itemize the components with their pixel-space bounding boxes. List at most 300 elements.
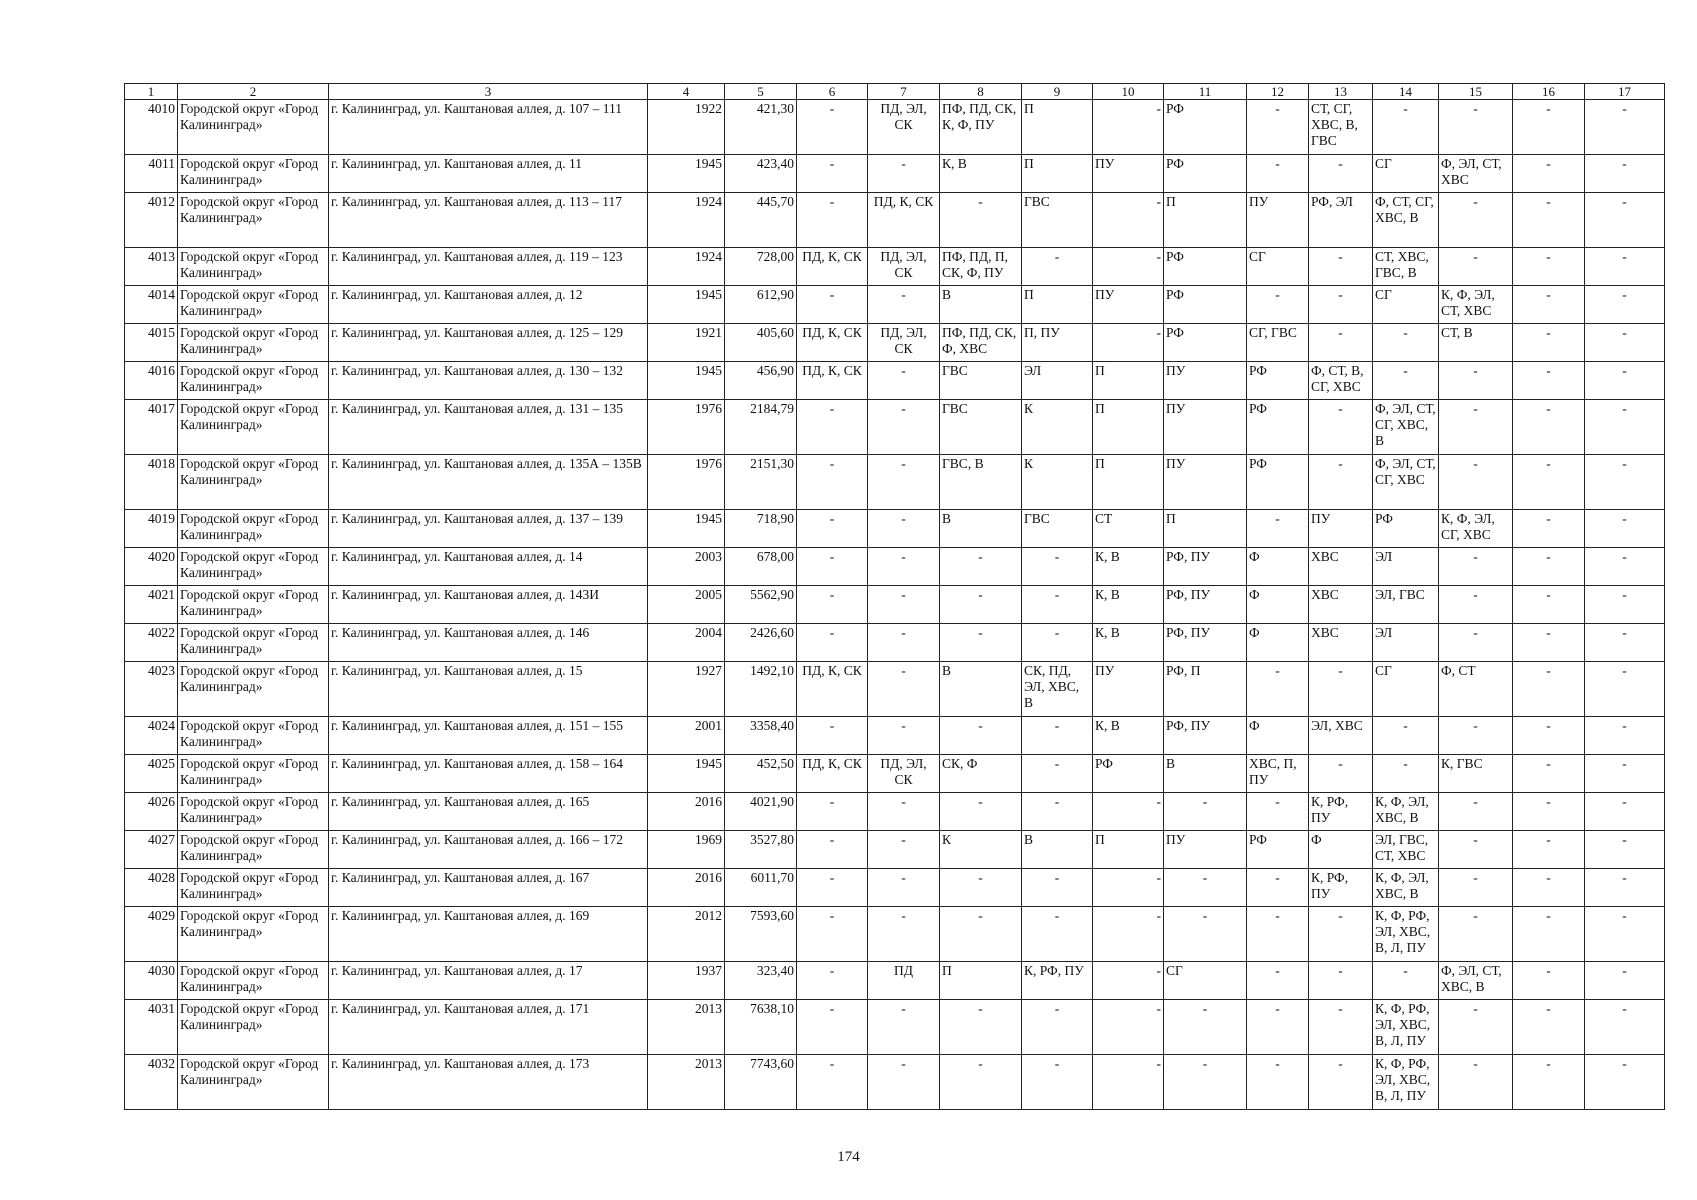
- table-row: [125, 662, 1665, 717]
- table-cell: ПУ: [1164, 400, 1247, 455]
- table-cell: К, Ф, РФ, ЭЛ, ХВС, В, Л, ПУ: [1373, 1055, 1439, 1110]
- table-cell: ПД: [868, 962, 940, 1000]
- table-cell: -: [1309, 907, 1373, 962]
- table-cell: -: [1164, 1000, 1247, 1055]
- table-cell: -: [940, 717, 1022, 755]
- table-cell: К, В: [1093, 624, 1164, 662]
- table-row: [125, 100, 1665, 155]
- table-cell: 2151,30: [725, 455, 797, 510]
- table-cell: ЭЛ: [1373, 624, 1439, 662]
- table-cell: Городской округ «Город Калининград»: [178, 1000, 329, 1055]
- table-row: [125, 831, 1665, 869]
- table-cell: г. Калининград, ул. Каштановая аллея, д. 11: [329, 155, 648, 193]
- table-cell: -: [1585, 548, 1665, 586]
- table-cell: -: [1585, 362, 1665, 400]
- table-cell: -: [1164, 869, 1247, 907]
- table-cell: -: [1585, 624, 1665, 662]
- table-cell: -: [1513, 831, 1585, 869]
- table-cell: -: [1585, 793, 1665, 831]
- table-cell: 421,30: [725, 100, 797, 155]
- table-cell: СТ, ХВС, ГВС, В: [1373, 248, 1439, 286]
- column-header: 6: [797, 84, 868, 100]
- table-cell: В: [1164, 755, 1247, 793]
- table-cell: ПУ: [1164, 455, 1247, 510]
- table-cell: ПД, К, СК: [797, 248, 868, 286]
- table-cell: К: [940, 831, 1022, 869]
- table-cell: -: [1439, 717, 1513, 755]
- table-cell: -: [1164, 793, 1247, 831]
- table-cell: -: [797, 869, 868, 907]
- table-cell: -: [1373, 962, 1439, 1000]
- table-cell: К: [1022, 455, 1093, 510]
- table-cell: -: [797, 586, 868, 624]
- table-cell: -: [1247, 962, 1309, 1000]
- table-cell: -: [1585, 831, 1665, 869]
- table-cell: г. Калининград, ул. Каштановая аллея, д. 166 – 172: [329, 831, 648, 869]
- table-cell: -: [797, 455, 868, 510]
- table-cell: -: [1373, 324, 1439, 362]
- table-cell: г. Калининград, ул. Каштановая аллея, д. 143И: [329, 586, 648, 624]
- table-cell: ХВС: [1309, 586, 1373, 624]
- table-cell: -: [797, 624, 868, 662]
- table-cell: К, Ф, РФ, ЭЛ, ХВС, В, Л, ПУ: [1373, 1000, 1439, 1055]
- table-cell: В: [1022, 831, 1093, 869]
- table-cell: -: [797, 793, 868, 831]
- row-number: 4020: [125, 548, 178, 586]
- table-cell: -: [1585, 286, 1665, 324]
- table-cell: -: [1439, 400, 1513, 455]
- table-cell: Городской округ «Город Калининград»: [178, 510, 329, 548]
- table-cell: 423,40: [725, 155, 797, 193]
- table-cell: -: [1439, 793, 1513, 831]
- table-cell: -: [1513, 510, 1585, 548]
- table-cell: К, Ф, ЭЛ, ХВС, В: [1373, 793, 1439, 831]
- table-cell: Городской округ «Город Калининград»: [178, 193, 329, 248]
- table-cell: ХВС: [1309, 624, 1373, 662]
- table-cell: ПУ: [1164, 831, 1247, 869]
- table-cell: -: [940, 624, 1022, 662]
- table-cell: -: [1164, 907, 1247, 962]
- table-row: [125, 510, 1665, 548]
- table-cell: 2003: [648, 548, 725, 586]
- table-cell: РФ, ЭЛ: [1309, 193, 1373, 248]
- table-cell: Городской округ «Город Калининград»: [178, 869, 329, 907]
- table-cell: ГВС: [940, 362, 1022, 400]
- table-cell: 2004: [648, 624, 725, 662]
- table-cell: РФ, ПУ: [1164, 586, 1247, 624]
- table-cell: -: [1513, 455, 1585, 510]
- table-cell: РФ: [1373, 510, 1439, 548]
- table-cell: -: [1585, 155, 1665, 193]
- table-cell: РФ, П: [1164, 662, 1247, 717]
- column-header: 14: [1373, 84, 1439, 100]
- column-header: 10: [1093, 84, 1164, 100]
- table-cell: Ф: [1309, 831, 1373, 869]
- table-cell: -: [1439, 624, 1513, 662]
- table-cell: -: [868, 400, 940, 455]
- table-cell: -: [1093, 193, 1164, 248]
- table-cell: -: [1309, 324, 1373, 362]
- table-cell: 7638,10: [725, 1000, 797, 1055]
- table-header-row: [125, 84, 1665, 100]
- table-cell: 456,90: [725, 362, 797, 400]
- table-cell: 2013: [648, 1055, 725, 1110]
- table-cell: -: [797, 1055, 868, 1110]
- table-cell: -: [940, 793, 1022, 831]
- table-cell: -: [1513, 286, 1585, 324]
- table-cell: ПУ: [1093, 155, 1164, 193]
- table-cell: 728,00: [725, 248, 797, 286]
- table-cell: -: [868, 907, 940, 962]
- table-cell: К, Ф, ЭЛ, ХВС, В: [1373, 869, 1439, 907]
- table-cell: -: [868, 831, 940, 869]
- column-header: 8: [940, 84, 1022, 100]
- row-number: 4015: [125, 324, 178, 362]
- table-cell: -: [1439, 100, 1513, 155]
- table-cell: Городской округ «Город Калининград»: [178, 286, 329, 324]
- table-cell: -: [1093, 1000, 1164, 1055]
- table-cell: 445,70: [725, 193, 797, 248]
- table-cell: -: [1513, 100, 1585, 155]
- column-header: 16: [1513, 84, 1585, 100]
- table-cell: -: [1309, 1000, 1373, 1055]
- table-cell: ПД, ЭЛ, СК: [868, 755, 940, 793]
- table-cell: П: [1164, 193, 1247, 248]
- table-cell: СГ: [1247, 248, 1309, 286]
- table-cell: РФ: [1164, 248, 1247, 286]
- row-number: 4012: [125, 193, 178, 248]
- table-cell: Ф: [1247, 548, 1309, 586]
- table-cell: ПД, К, СК: [797, 324, 868, 362]
- table-cell: г. Калининград, ул. Каштановая аллея, д. 137 – 139: [329, 510, 648, 548]
- table-cell: -: [1439, 831, 1513, 869]
- table-cell: РФ: [1247, 455, 1309, 510]
- table-cell: 1492,10: [725, 662, 797, 717]
- table-cell: 1922: [648, 100, 725, 155]
- table-cell: К, В: [940, 155, 1022, 193]
- column-header: 13: [1309, 84, 1373, 100]
- table-cell: г. Калининград, ул. Каштановая аллея, д. 125 – 129: [329, 324, 648, 362]
- table-cell: РФ: [1247, 400, 1309, 455]
- table-cell: ПУ: [1093, 662, 1164, 717]
- table-cell: ЭЛ: [1022, 362, 1093, 400]
- table-cell: -: [1309, 755, 1373, 793]
- table-cell: -: [1585, 869, 1665, 907]
- table-cell: -: [1513, 662, 1585, 717]
- table-row: [125, 248, 1665, 286]
- table-cell: К, ГВС: [1439, 755, 1513, 793]
- table-cell: Городской округ «Город Калининград»: [178, 455, 329, 510]
- table-cell: ПУ: [1093, 286, 1164, 324]
- table-cell: -: [797, 100, 868, 155]
- table-cell: -: [1022, 248, 1093, 286]
- table-cell: ПУ: [1247, 193, 1309, 248]
- table-cell: 2184,79: [725, 400, 797, 455]
- table-row: [125, 455, 1665, 510]
- table-cell: 1924: [648, 248, 725, 286]
- table-row: [125, 717, 1665, 755]
- table-cell: -: [1439, 548, 1513, 586]
- table-cell: Ф, СТ: [1439, 662, 1513, 717]
- table-cell: -: [1309, 400, 1373, 455]
- table-cell: 1976: [648, 400, 725, 455]
- table-cell: -: [797, 193, 868, 248]
- table-cell: 1945: [648, 286, 725, 324]
- table-row: [125, 624, 1665, 662]
- table-cell: -: [797, 907, 868, 962]
- table-cell: -: [868, 155, 940, 193]
- table-cell: ПФ, ПД, П, СК, Ф, ПУ: [940, 248, 1022, 286]
- table-cell: -: [1022, 1000, 1093, 1055]
- page-number: 174: [837, 1149, 860, 1165]
- table-cell: -: [940, 586, 1022, 624]
- table-cell: -: [868, 286, 940, 324]
- table-cell: 2013: [648, 1000, 725, 1055]
- table-cell: -: [1513, 755, 1585, 793]
- table-cell: г. Калининград, ул. Каштановая аллея, д. 171: [329, 1000, 648, 1055]
- table-cell: -: [797, 400, 868, 455]
- table-cell: г. Калининград, ул. Каштановая аллея, д. 165: [329, 793, 648, 831]
- table-cell: -: [1093, 1055, 1164, 1110]
- table-cell: -: [1439, 586, 1513, 624]
- table-cell: -: [1247, 662, 1309, 717]
- table-cell: г. Калининград, ул. Каштановая аллея, д. 173: [329, 1055, 648, 1110]
- table-cell: -: [1439, 362, 1513, 400]
- row-number: 4031: [125, 1000, 178, 1055]
- table-cell: 2016: [648, 869, 725, 907]
- table-cell: -: [868, 793, 940, 831]
- table-row: [125, 907, 1665, 962]
- table-cell: -: [1247, 869, 1309, 907]
- table-cell: г. Калининград, ул. Каштановая аллея, д. 135А – 135В: [329, 455, 648, 510]
- table-cell: -: [1513, 400, 1585, 455]
- table-cell: -: [1022, 793, 1093, 831]
- table-cell: -: [1247, 286, 1309, 324]
- table-cell: -: [1439, 1000, 1513, 1055]
- table-cell: -: [797, 155, 868, 193]
- table-cell: СТ: [1093, 510, 1164, 548]
- table-cell: -: [1585, 1055, 1665, 1110]
- table-cell: -: [1439, 248, 1513, 286]
- table-cell: -: [1093, 100, 1164, 155]
- table-cell: СК, Ф: [940, 755, 1022, 793]
- table-cell: Ф, ЭЛ, СТ, ХВС, В: [1439, 962, 1513, 1000]
- table-cell: ПД, К, СК: [797, 662, 868, 717]
- table-cell: Городской округ «Город Калининград»: [178, 100, 329, 155]
- table-cell: СГ: [1373, 286, 1439, 324]
- table-cell: Городской округ «Город Калининград»: [178, 548, 329, 586]
- table-cell: Ф, ЭЛ, СТ, СГ, ХВС, В: [1373, 400, 1439, 455]
- table-cell: -: [1585, 324, 1665, 362]
- table-cell: г. Калининград, ул. Каштановая аллея, д. 12: [329, 286, 648, 324]
- table-row: [125, 548, 1665, 586]
- table-cell: -: [868, 1055, 940, 1110]
- table-cell: К, Ф, ЭЛ, СГ, ХВС: [1439, 510, 1513, 548]
- table-cell: г. Калининград, ул. Каштановая аллея, д. 158 – 164: [329, 755, 648, 793]
- table-cell: ГВС: [1022, 510, 1093, 548]
- table-cell: -: [940, 869, 1022, 907]
- table-cell: К: [1022, 400, 1093, 455]
- table-cell: 1924: [648, 193, 725, 248]
- table-row: [125, 869, 1665, 907]
- table-cell: СГ: [1164, 962, 1247, 1000]
- table-cell: 678,00: [725, 548, 797, 586]
- row-number: 4018: [125, 455, 178, 510]
- table-cell: Городской округ «Город Калининград»: [178, 624, 329, 662]
- table-cell: РФ: [1164, 100, 1247, 155]
- table-cell: -: [1585, 455, 1665, 510]
- table-cell: -: [1513, 962, 1585, 1000]
- table-cell: Городской округ «Город Калининград»: [178, 662, 329, 717]
- table-cell: -: [1093, 793, 1164, 831]
- row-number: 4014: [125, 286, 178, 324]
- table-cell: -: [1513, 1000, 1585, 1055]
- table-cell: -: [1513, 548, 1585, 586]
- table-cell: Ф: [1247, 624, 1309, 662]
- table-cell: 405,60: [725, 324, 797, 362]
- table-cell: -: [1022, 717, 1093, 755]
- table-cell: -: [1513, 248, 1585, 286]
- table-cell: Городской округ «Город Калининград»: [178, 400, 329, 455]
- table-cell: ЭЛ, ГВС, СТ, ХВС: [1373, 831, 1439, 869]
- table-cell: 1976: [648, 455, 725, 510]
- row-number: 4011: [125, 155, 178, 193]
- row-number: 4013: [125, 248, 178, 286]
- table-row: [125, 362, 1665, 400]
- table-cell: ПУ: [1309, 510, 1373, 548]
- column-header: 7: [868, 84, 940, 100]
- table-cell: 6011,70: [725, 869, 797, 907]
- row-number: 4029: [125, 907, 178, 962]
- table-cell: ЭЛ, ХВС: [1309, 717, 1373, 755]
- table-cell: -: [1247, 1000, 1309, 1055]
- table-cell: -: [1513, 324, 1585, 362]
- table-cell: Городской округ «Город Калининград»: [178, 362, 329, 400]
- table-cell: -: [1439, 455, 1513, 510]
- table-cell: Ф: [1247, 717, 1309, 755]
- table-cell: П: [1022, 100, 1093, 155]
- row-number: 4023: [125, 662, 178, 717]
- table-cell: 3527,80: [725, 831, 797, 869]
- table-cell: П: [940, 962, 1022, 1000]
- table-cell: ГВС: [1022, 193, 1093, 248]
- row-number: 4021: [125, 586, 178, 624]
- table-cell: -: [1513, 869, 1585, 907]
- table-cell: -: [1439, 869, 1513, 907]
- table-cell: ГВС, В: [940, 455, 1022, 510]
- table-cell: -: [1164, 1055, 1247, 1110]
- table-cell: ПД, К, СК: [797, 362, 868, 400]
- table-row: [125, 400, 1665, 455]
- column-header: 3: [329, 84, 648, 100]
- table-cell: СК, ПД, ЭЛ, ХВС, В: [1022, 662, 1093, 717]
- table-row: [125, 793, 1665, 831]
- table-cell: ПД, ЭЛ, СК: [868, 100, 940, 155]
- table-cell: -: [797, 510, 868, 548]
- table-cell: 2001: [648, 717, 725, 755]
- row-number: 4016: [125, 362, 178, 400]
- table-cell: ПФ, ПД, СК, Ф, ХВС: [940, 324, 1022, 362]
- table-cell: -: [940, 907, 1022, 962]
- table-cell: 1921: [648, 324, 725, 362]
- table-cell: -: [1022, 755, 1093, 793]
- table-cell: -: [1247, 1055, 1309, 1110]
- table-cell: -: [1513, 586, 1585, 624]
- table-cell: В: [940, 286, 1022, 324]
- table-cell: -: [868, 624, 940, 662]
- table-cell: -: [797, 1000, 868, 1055]
- table-cell: СГ, ГВС: [1247, 324, 1309, 362]
- table-cell: П, ПУ: [1022, 324, 1093, 362]
- table-cell: -: [1585, 100, 1665, 155]
- table-cell: г. Калининград, ул. Каштановая аллея, д. 113 – 117: [329, 193, 648, 248]
- table-cell: -: [1585, 510, 1665, 548]
- table-cell: Ф, ЭЛ, СТ, СГ, ХВС: [1373, 455, 1439, 510]
- table-cell: г. Калининград, ул. Каштановая аллея, д. 167: [329, 869, 648, 907]
- table-cell: -: [940, 548, 1022, 586]
- table-row: [125, 1000, 1665, 1055]
- table-cell: -: [868, 548, 940, 586]
- row-number: 4010: [125, 100, 178, 155]
- row-number: 4017: [125, 400, 178, 455]
- table-cell: -: [868, 586, 940, 624]
- table-cell: -: [1309, 1055, 1373, 1110]
- table-cell: В: [940, 510, 1022, 548]
- table-cell: 1945: [648, 155, 725, 193]
- table-cell: ГВС: [940, 400, 1022, 455]
- table-cell: ХВС: [1309, 548, 1373, 586]
- table-cell: Ф: [1247, 586, 1309, 624]
- table-cell: СТ, СГ, ХВС, В, ГВС: [1309, 100, 1373, 155]
- table-cell: 4021,90: [725, 793, 797, 831]
- table-cell: Городской округ «Город Калининград»: [178, 907, 329, 962]
- table-cell: -: [868, 662, 940, 717]
- table-cell: -: [1585, 717, 1665, 755]
- table-cell: Городской округ «Город Калининград»: [178, 831, 329, 869]
- table-cell: г. Калининград, ул. Каштановая аллея, д. 107 – 111: [329, 100, 648, 155]
- column-header: 2: [178, 84, 329, 100]
- table-cell: -: [1513, 1055, 1585, 1110]
- table-cell: П: [1022, 286, 1093, 324]
- table-cell: -: [1585, 1000, 1665, 1055]
- table-cell: -: [1247, 907, 1309, 962]
- column-header: 5: [725, 84, 797, 100]
- column-header: 17: [1585, 84, 1665, 100]
- table-cell: -: [1373, 755, 1439, 793]
- table-cell: П: [1093, 831, 1164, 869]
- column-header: 11: [1164, 84, 1247, 100]
- table-row: [125, 155, 1665, 193]
- row-number: 4026: [125, 793, 178, 831]
- table-cell: -: [1585, 755, 1665, 793]
- table-cell: -: [1022, 869, 1093, 907]
- table-cell: -: [1585, 662, 1665, 717]
- table-row: [125, 755, 1665, 793]
- table-cell: ПД, ЭЛ, СК: [868, 248, 940, 286]
- column-header: 1: [125, 84, 178, 100]
- table-cell: -: [797, 717, 868, 755]
- table-cell: СГ: [1373, 155, 1439, 193]
- row-number: 4032: [125, 1055, 178, 1110]
- table-cell: -: [1093, 248, 1164, 286]
- table-cell: ПФ, ПД, СК, К, Ф, ПУ: [940, 100, 1022, 155]
- table-cell: -: [1022, 907, 1093, 962]
- table-cell: -: [1439, 1055, 1513, 1110]
- table-cell: -: [1022, 1055, 1093, 1110]
- table-row: [125, 962, 1665, 1000]
- table-cell: -: [797, 548, 868, 586]
- table-cell: Городской округ «Город Калининград»: [178, 717, 329, 755]
